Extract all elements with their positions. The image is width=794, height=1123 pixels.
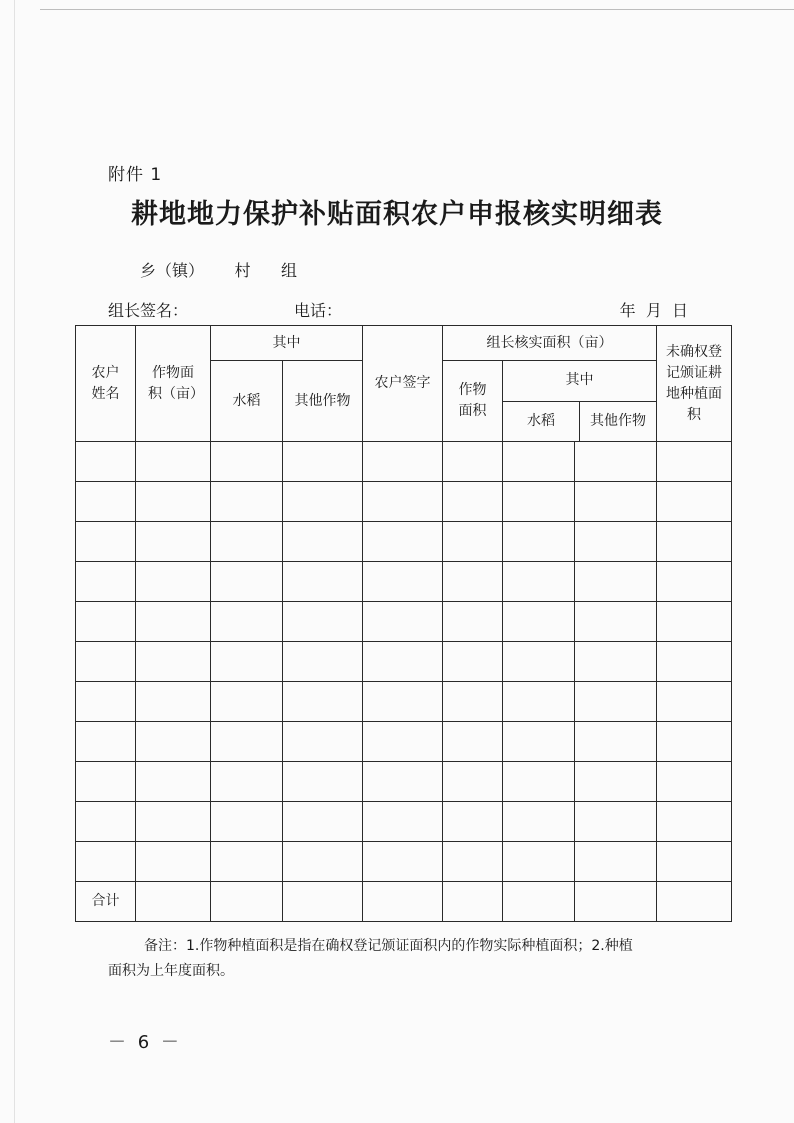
table-cell[interactable] <box>503 842 575 882</box>
table-row <box>76 642 732 682</box>
table-cell[interactable] <box>211 682 283 722</box>
table-cell[interactable] <box>211 562 283 602</box>
remark <box>108 934 708 984</box>
table-cell[interactable] <box>136 642 211 682</box>
table-cell[interactable] <box>283 842 363 882</box>
table-cell[interactable] <box>136 522 211 562</box>
header-verified-subgroup <box>503 361 657 442</box>
table-row <box>76 802 732 842</box>
table-cell[interactable] <box>211 762 283 802</box>
header-of-which: 其中 <box>211 326 363 361</box>
table-cell[interactable] <box>363 602 443 642</box>
table-cell[interactable] <box>575 762 657 802</box>
table-cell[interactable] <box>363 762 443 802</box>
table-cell[interactable] <box>443 882 503 922</box>
header-rice: 水稻 <box>211 361 283 442</box>
table-cell[interactable] <box>657 482 732 522</box>
table-cell[interactable] <box>211 442 283 482</box>
table-row <box>76 682 732 722</box>
table-cell[interactable] <box>283 442 363 482</box>
table-cell[interactable] <box>503 682 575 722</box>
table-cell[interactable] <box>443 842 503 882</box>
header-verified-area: 组长核实面积（亩） <box>443 326 657 361</box>
table-cell[interactable] <box>575 722 657 762</box>
header-crop-area: 作物面积（亩） <box>136 326 211 442</box>
table-cell[interactable] <box>575 802 657 842</box>
table-cell[interactable] <box>443 482 503 522</box>
table-cell[interactable] <box>503 602 575 642</box>
table-cell[interactable] <box>575 882 657 922</box>
table-cell[interactable] <box>503 642 575 682</box>
table-cell[interactable] <box>136 482 211 522</box>
table-cell[interactable] <box>76 602 136 642</box>
remark-line-1: 备注：1.作物种植面积是指在确权登记颁证面积内的作物实际种植面积；2.种植 <box>144 938 633 954</box>
table-cell[interactable] <box>76 562 136 602</box>
table-cell[interactable] <box>283 882 363 922</box>
table-cell[interactable] <box>76 482 136 522</box>
table-cell[interactable] <box>136 562 211 602</box>
table-cell[interactable] <box>211 602 283 642</box>
table-body <box>76 442 732 882</box>
table-cell[interactable] <box>211 522 283 562</box>
table-cell[interactable] <box>575 522 657 562</box>
table-row <box>76 762 732 802</box>
table-cell[interactable] <box>363 682 443 722</box>
table-cell[interactable] <box>211 842 283 882</box>
table-cell[interactable] <box>283 802 363 842</box>
header-verified-of-which: 其中 <box>503 361 656 401</box>
table-cell[interactable] <box>657 522 732 562</box>
attachment-label: 附件 1 <box>108 165 163 185</box>
table-cell[interactable] <box>76 722 136 762</box>
table-cell[interactable] <box>657 882 732 922</box>
table-cell[interactable] <box>657 562 732 602</box>
table-cell[interactable] <box>136 882 211 922</box>
table-cell[interactable] <box>211 882 283 922</box>
header-farmer-name: 农户姓名 <box>76 326 136 442</box>
table-cell[interactable] <box>575 642 657 682</box>
table-cell[interactable] <box>657 602 732 642</box>
table-cell[interactable] <box>363 562 443 602</box>
table-cell[interactable] <box>657 442 732 482</box>
date-label: 年 月 日 <box>619 301 688 320</box>
table-cell[interactable] <box>443 642 503 682</box>
table-cell[interactable] <box>657 642 732 682</box>
header-unconfirmed-area: 未确权登记颁证耕地种植面积 <box>657 326 732 442</box>
table-row <box>76 522 732 562</box>
phone-label: 电话： <box>294 301 343 320</box>
table-cell[interactable] <box>503 562 575 602</box>
table-cell[interactable] <box>575 442 657 482</box>
table-row <box>76 482 732 522</box>
table-cell[interactable] <box>575 682 657 722</box>
table-cell[interactable] <box>657 722 732 762</box>
table-cell[interactable] <box>443 562 503 602</box>
table-cell[interactable] <box>76 842 136 882</box>
table-row <box>76 442 732 482</box>
total-label: 合计 <box>76 882 136 922</box>
table-cell[interactable] <box>443 722 503 762</box>
table-cell[interactable] <box>503 442 575 482</box>
table-cell[interactable] <box>283 602 363 642</box>
table-row <box>76 562 732 602</box>
scan-edge-top <box>40 9 794 10</box>
table-cell[interactable] <box>503 522 575 562</box>
table-cell[interactable] <box>283 562 363 602</box>
table-cell[interactable] <box>503 762 575 802</box>
table-cell[interactable] <box>363 442 443 482</box>
table-cell[interactable] <box>283 642 363 682</box>
table-cell[interactable] <box>443 802 503 842</box>
table-row <box>76 722 732 762</box>
remark-line-2: 面积为上年度面积。 <box>108 963 234 979</box>
table-cell[interactable] <box>136 722 211 762</box>
table-cell[interactable] <box>575 602 657 642</box>
table-cell[interactable] <box>211 722 283 762</box>
table-cell[interactable] <box>211 482 283 522</box>
table-cell[interactable] <box>503 802 575 842</box>
table-row <box>76 602 732 642</box>
location-line: 乡（镇） 村 组 <box>140 261 298 280</box>
table-cell[interactable] <box>136 442 211 482</box>
ledger-table <box>75 325 732 922</box>
table-cell[interactable] <box>76 642 136 682</box>
header-verified-rice: 水稻 <box>503 401 580 441</box>
verified-subgroup-table <box>503 361 656 441</box>
table-cell[interactable] <box>211 802 283 842</box>
table-cell[interactable] <box>657 802 732 842</box>
scan-edge-left <box>14 0 15 1123</box>
table-cell[interactable] <box>363 482 443 522</box>
total-row <box>76 882 732 922</box>
table-cell[interactable] <box>283 522 363 562</box>
header-other-crops: 其他作物 <box>283 361 363 442</box>
table-cell[interactable] <box>76 682 136 722</box>
table-cell[interactable] <box>657 762 732 802</box>
table-cell[interactable] <box>136 802 211 842</box>
signature-line <box>108 298 688 320</box>
table-cell[interactable] <box>503 482 575 522</box>
header-farmer-signature: 农户签字 <box>363 326 443 442</box>
table-cell[interactable] <box>443 602 503 642</box>
table-cell[interactable] <box>283 482 363 522</box>
table-cell[interactable] <box>575 482 657 522</box>
table-cell[interactable] <box>136 602 211 642</box>
table-cell[interactable] <box>76 522 136 562</box>
header-verified-crop-area: 作物面积 <box>443 361 503 442</box>
table-cell[interactable] <box>443 442 503 482</box>
header-verified-other-crops: 其他作物 <box>590 412 646 429</box>
table-cell[interactable] <box>503 722 575 762</box>
table-cell[interactable] <box>283 722 363 762</box>
table-cell[interactable] <box>76 442 136 482</box>
table-cell[interactable] <box>575 842 657 882</box>
table-cell[interactable] <box>76 762 136 802</box>
table-cell[interactable] <box>443 762 503 802</box>
table-cell[interactable] <box>136 842 211 882</box>
table-cell[interactable] <box>363 882 443 922</box>
table-row <box>76 842 732 882</box>
table-cell[interactable] <box>443 682 503 722</box>
team-leader-label: 组长签名： <box>108 301 189 320</box>
table-cell[interactable] <box>363 842 443 882</box>
table-cell[interactable] <box>363 802 443 842</box>
table-cell[interactable] <box>283 762 363 802</box>
table-cell[interactable] <box>657 682 732 722</box>
table-cell[interactable] <box>363 522 443 562</box>
table-cell[interactable] <box>503 882 575 922</box>
document-title: 耕地地力保护补贴面积农户申报核实明细表 <box>131 199 663 230</box>
table-cell[interactable] <box>657 842 732 882</box>
table-cell[interactable] <box>363 642 443 682</box>
table-cell[interactable] <box>211 642 283 682</box>
table-cell[interactable] <box>443 522 503 562</box>
table-cell[interactable] <box>136 762 211 802</box>
table-cell[interactable] <box>283 682 363 722</box>
page-number: － 6 － <box>108 1032 182 1053</box>
table-cell[interactable] <box>136 682 211 722</box>
table-cell[interactable] <box>575 562 657 602</box>
table-cell[interactable] <box>76 802 136 842</box>
table-cell[interactable] <box>363 722 443 762</box>
